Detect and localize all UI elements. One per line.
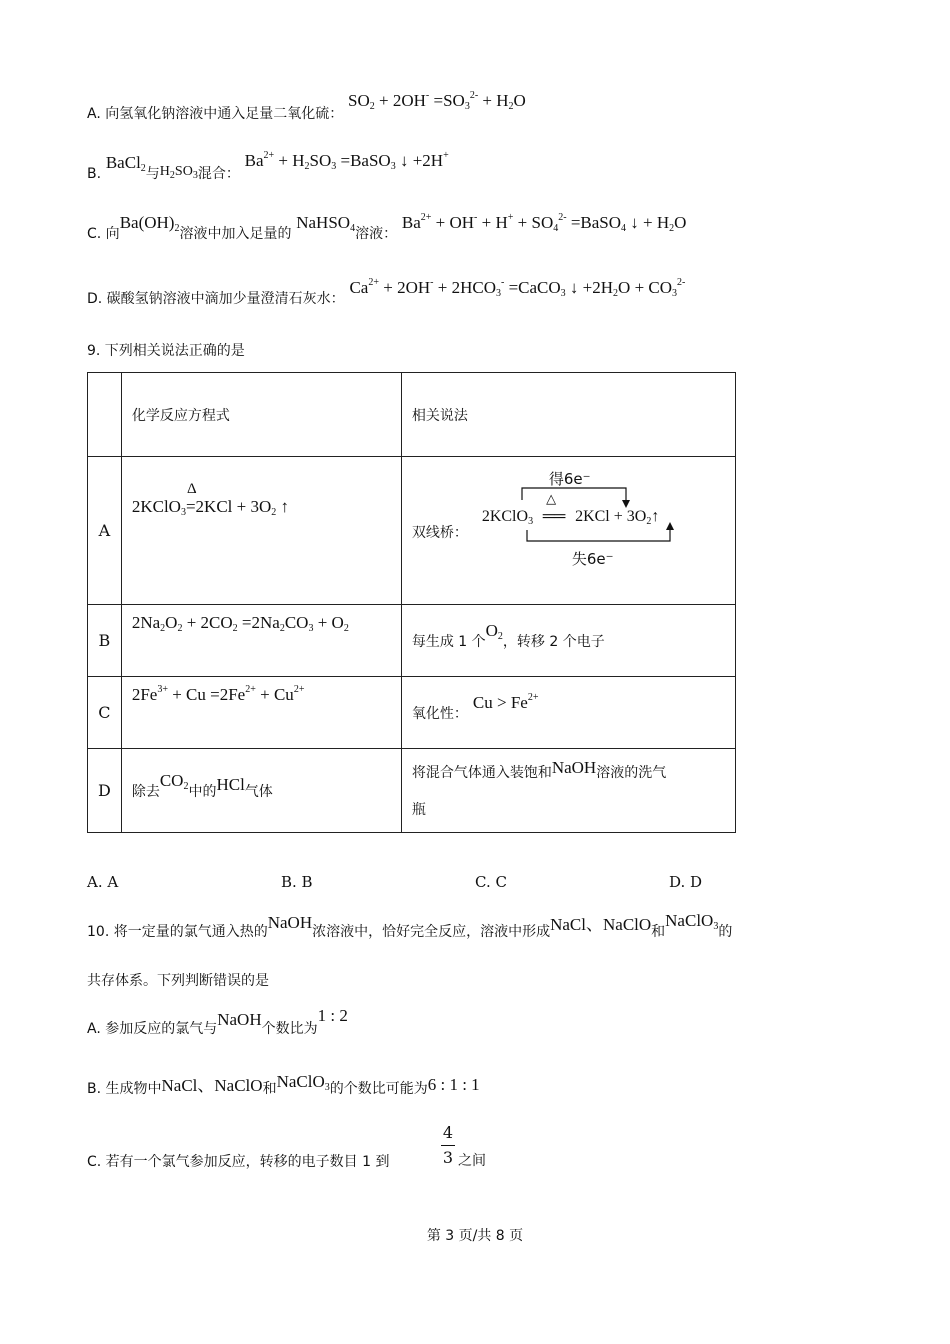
q10-stem-line1: 10. 将一定量的氯气通入热的NaOH浓溶液中，恰好完全反应，溶液中形成NaCl、NaClO和NaClO$_3$的 [87,911,733,940]
table-row: C $2Fe^{3+} + Cu =2Fe^{2+} + Cu^{2+}$ 氧化性： $Cu > Fe^{2+}$ [88,677,736,749]
q8-option-b: B. BaCl$_2$与$H_2SO_3$混合： $Ba^{2+} + H_2SO_3$ =BaSO$_3$ ↓ +2H+ [87,150,449,182]
row-b-equation: $2Na_2O_2 + 2CO_2 =2Na_2CO_3 + O_2$ [131,613,349,634]
table-header-row [88,373,736,457]
row-c-equation: $2Fe^{3+} + Cu =2Fe^{2+} + Cu^{2+}$ [131,684,305,704]
q8-a-equation: $SO_2 + 2OH^- =SO_3^{2-} + H_2O$ [348,90,526,112]
q9-option-b: B. B [281,873,313,891]
q10-stem-line2: 共存体系。下列判断错误的是 [87,973,269,989]
header-note: 相关说法 [401,373,735,457]
bridge-equation: 2KClO$_3$ △ ══ $2KCl + 3O_2↑$ [481,490,660,527]
row-label: D [88,749,122,833]
q8-option-a: A. 向氢氧化钠溶液中通入足量二氧化硫： $SO_2 + 2OH^- =SO_3^{2-} + H_2O$ [87,90,526,122]
fraction-four-thirds: 4 3 [442,1123,454,1167]
q9-option-c: C. C [475,873,507,891]
q9-stem: 9. 下列相关说法正确的是 [87,343,245,359]
q10-option-b: B. 生成物中NaCl、NaClO和NaClO$_3$的个数比可能为6 : 1 : 1 [87,1072,480,1097]
row-label: C [88,677,122,749]
lose-electrons-label: 失6e⁻ [571,549,614,568]
q8-option-d: D. 碳酸氢钠溶液中滴加少量澄清石灰水： $Ca^{2+} + 2OH^- + 2HCO_3^-$ =CaCO$_3$ ↓ $+2H_2O + CO_3^{2-}$ [87,277,686,307]
q8-option-c: C. 向$Ba(OH)_2$溶液中加入足量的 NaHSO$_4$溶液： $Ba^{2+} + OH^- + H^+ + SO_4^{2-}$ =BaSO$_4$ ↓ + $H_2O$ [87,212,687,242]
q9-option-a: A. A [87,873,119,891]
q10-option-c: C. 若有一个氯气参加反应，转移的电子数目 1 到 [87,1154,390,1170]
q8-c-equation: $Ba^{2+} + OH^- + H^+ + SO_4^{2-}$ =BaSO$_4$ ↓ + $H_2O$ [401,212,687,234]
table-row: D 除去$CO_2$中的HCl气体 将混合气体通入装饱和NaOH溶液的洗气 瓶 [88,749,736,833]
table-row: B $2Na_2O_2 + 2CO_2 =2Na_2CO_3 + O_2$ 每生成 1 个$O_2$，转移 2 个电子 [88,605,736,677]
oxidizing-comparison: $Cu > Fe^{2+}$ [472,691,539,712]
table-row: A 2KClO$_3$ Δ $=2KCl + 3O_2$ ↑ 双线桥： 得6e⁻ 2KClO$_3$ △ ══ $2KCl + 3O_2↑$ 失6e⁻ [88,457,736,605]
row-a-equation: 2KClO$_3$ Δ $=2KCl + 3O_2$ ↑ [131,481,289,518]
row-label: B [88,605,122,677]
q9-table [87,372,736,833]
page-footer: 第 3 页/共 8 页 [426,1228,524,1244]
row-label: A [88,457,122,605]
gain-electrons-label: 得6e⁻ [548,469,591,488]
header-equation: 化学反应方程式 [121,373,401,457]
q9-option-d: D. D [669,873,703,891]
q10-option-a: A. 参加反应的氯气与NaOH个数比为1 : 2 [87,1006,348,1037]
q8-d-equation: $Ca^{2+} + 2OH^- + 2HCO_3^-$ =CaCO$_3$ ↓ $+2H_2O + CO_3^{2-}$ [349,277,686,299]
q8-b-equation: $Ba^{2+} + H_2SO_3$ =BaSO$_3$ ↓ +2H+ [244,150,449,172]
